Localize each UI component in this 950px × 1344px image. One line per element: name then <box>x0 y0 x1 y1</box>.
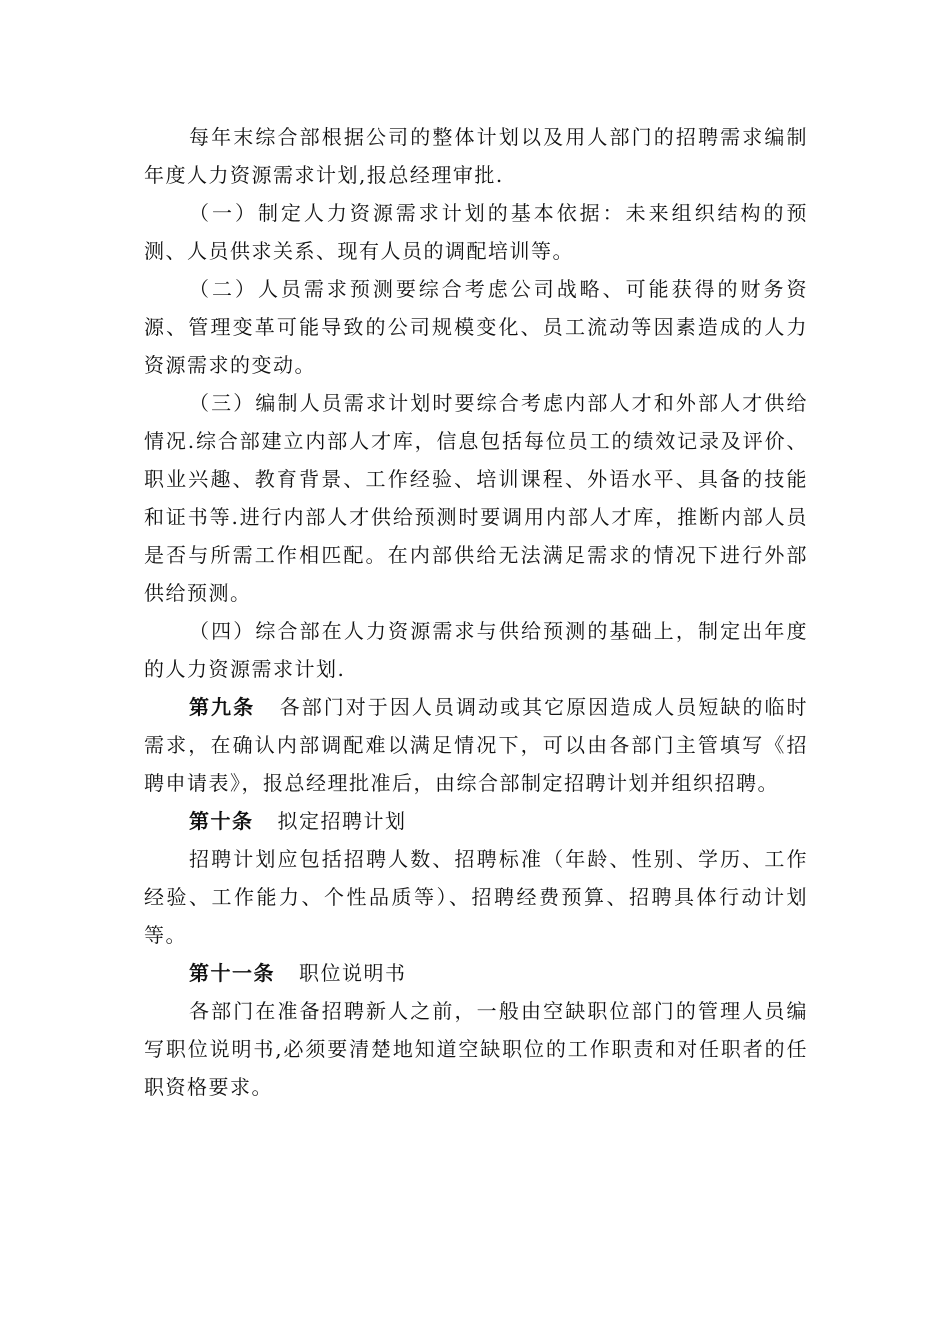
paragraph-item-2 <box>144 270 808 384</box>
paragraph-text: （四）综合部在人力资源需求与供给预测的基础上，制定出年度的人力资源需求计划. <box>144 619 808 681</box>
paragraph-item-4 <box>144 612 808 688</box>
paragraph-text: 招聘计划应包括招聘人数、招聘标准（年龄、性别、学历、工作经验、工作能力、个性品质等）、招聘经费预算、招聘具体行动计划等。 <box>144 847 808 947</box>
article-title: 第九条 <box>189 695 256 719</box>
paragraph-intro <box>144 118 808 194</box>
paragraph-recruitment-plan <box>144 840 808 954</box>
paragraph-text: 每年末综合部根据公司的整体计划以及用人部门的招聘需求编制年度人力资源需求计划,报总经理审批. <box>144 125 808 187</box>
article-text: 拟定招聘计划 <box>277 809 407 833</box>
paragraph-item-3 <box>144 384 808 612</box>
article-title: 第十条 <box>189 809 254 833</box>
paragraph-text: （三）编制人员需求计划时要综合考虑内部人才和外部人才供给情况.综合部建立内部人才库，信息包括每位员工的绩效记录及评价、职业兴趣、教育背景、工作经验、培训课程、外语水平、具备的技能和证书等.进行内部人才供给预测时要调用内部人才库，推断内部人员是否与所需工作相匹配。在内部供给无法满足需求的情况下进行外部供给预测。 <box>144 391 808 605</box>
paragraph-item-1 <box>144 194 808 270</box>
paragraph-text: （一）制定人力资源需求计划的基本依据：未来组织结构的预测、人员供求关系、现有人员的调配培训等。 <box>144 201 808 263</box>
paragraph-job-description <box>144 992 808 1106</box>
article-9 <box>144 688 808 802</box>
article-text: 职位说明书 <box>299 961 407 985</box>
paragraph-text: 各部门在准备招聘新人之前，一般由空缺职位部门的管理人员编写职位说明书,必须要清楚地知道空缺职位的工作职责和对任职者的任职资格要求。 <box>144 999 808 1099</box>
paragraph-text: （二）人员需求预测要综合考虑公司战略、可能获得的财务资源、管理变革可能导致的公司规模变化、员工流动等因素造成的人力资源需求的变动。 <box>144 277 808 377</box>
document-body <box>144 118 808 1106</box>
article-11 <box>144 954 808 992</box>
article-10 <box>144 802 808 840</box>
article-title: 第十一条 <box>189 961 275 985</box>
article-text: 各部门对于因人员调动或其它原因造成人员短缺的临时需求，在确认内部调配难以满足情况下，可以由各部门主管填写《招聘申请表》，报总经理批准后，由综合部制定招聘计划并组织招聘。 <box>144 695 809 795</box>
